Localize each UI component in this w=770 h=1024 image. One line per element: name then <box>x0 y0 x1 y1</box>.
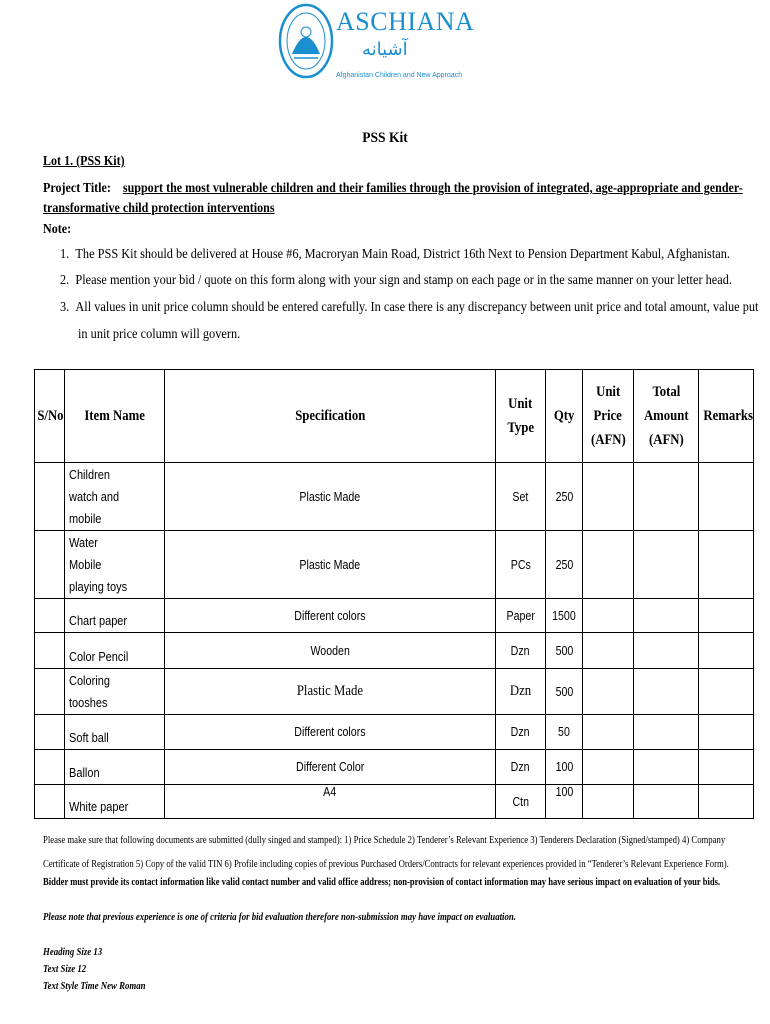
table-row <box>35 463 754 531</box>
pss-kit-table <box>34 369 754 819</box>
total-amount-input-cell[interactable] <box>634 599 699 633</box>
header-specification: Specification <box>165 370 496 463</box>
specification-cell: Different Color <box>165 750 496 785</box>
item-name-cell: Soft ball <box>65 715 165 750</box>
note-text: All values in unit price column should be entered carefully. In case there is any discrepancy between unit price and total amount, value put <box>75 300 759 315</box>
remarks-input-cell[interactable] <box>699 463 754 531</box>
remarks-input-cell[interactable] <box>699 785 754 819</box>
aschiana-seal-emblem <box>278 2 334 80</box>
note-label: Note: <box>43 222 72 237</box>
note-item-1 <box>60 243 730 267</box>
logo-script-text: آشیانه <box>362 39 408 60</box>
sno-cell[interactable] <box>35 750 65 785</box>
item-name-cell: Ballon <box>65 750 165 785</box>
header-item-name: Item Name <box>65 370 165 463</box>
project-title-line <box>43 179 743 198</box>
unit-type-cell: Dzn <box>496 669 546 715</box>
sno-cell[interactable] <box>35 531 65 599</box>
unit-price-input-cell[interactable] <box>583 715 634 750</box>
unit-type-cell: Paper <box>496 599 546 633</box>
unit-price-input-cell[interactable] <box>583 750 634 785</box>
footer-heading-size: Heading Size 13 <box>43 946 103 958</box>
total-amount-input-cell[interactable] <box>634 785 699 819</box>
table-row <box>35 599 754 633</box>
sno-cell[interactable] <box>35 785 65 819</box>
project-title-text: support the most vulnerable children and their families through the provision of integrated, age-appropriate and gender- <box>122 181 743 196</box>
remarks-input-cell[interactable] <box>699 531 754 599</box>
item-name-cell: Water Mobile playing toys <box>65 531 165 599</box>
header-unit-price: Unit Price (AFN) <box>583 370 634 463</box>
table-row <box>35 531 754 599</box>
sno-cell[interactable] <box>35 463 65 531</box>
table-row <box>35 715 754 750</box>
specification-cell: A4 <box>165 785 496 819</box>
qty-cell: 250 <box>546 531 583 599</box>
qty-cell: 1500 <box>546 599 583 633</box>
table-row <box>35 750 754 785</box>
table-row <box>35 669 754 715</box>
note-item-3 <box>60 296 758 320</box>
remarks-input-cell[interactable] <box>699 599 754 633</box>
specification-cell: Different colors <box>165 599 496 633</box>
footer-text-style: Text Style Time New Roman <box>43 980 146 992</box>
unit-price-input-cell[interactable] <box>583 599 634 633</box>
sno-cell[interactable] <box>35 669 65 715</box>
header-unit-type: Unit Type <box>496 370 546 463</box>
item-name-cell: White paper <box>65 785 165 819</box>
aschiana-logo <box>278 2 475 94</box>
footer-documents-line-2: Certificate of Registration 5) Copy of the valid TIN 6) Profile including copies of previous Purchased Orders/Contracts for relevant experiences provided in “Tenderer’s Relevant Experience Form). <box>43 858 729 870</box>
header-remarks: Remarks <box>699 370 754 463</box>
item-name-cell: Chart paper <box>65 599 165 633</box>
note-number: 1. <box>60 247 70 262</box>
sno-cell[interactable] <box>35 715 65 750</box>
unit-type-cell: Ctn <box>496 785 546 819</box>
note-item-3-continued: in unit price column will govern. <box>78 327 241 342</box>
remarks-input-cell[interactable] <box>699 750 754 785</box>
footer-documents-line-1: Please make sure that following documents are submitted (dully singed and stamped): 1) Price Schedule 2) Tenderer’s Relevant Experience 3) Tenderers Declaration (Signed/stamped) 4) Company <box>43 834 726 846</box>
header-sno: S/No <box>35 370 65 463</box>
remarks-input-cell[interactable] <box>699 669 754 715</box>
qty-cell: 500 <box>546 633 583 669</box>
unit-type-cell: Set <box>496 463 546 531</box>
note-number: 3. <box>60 300 70 315</box>
qty-cell: 100 <box>546 785 583 819</box>
total-amount-input-cell[interactable] <box>634 531 699 599</box>
qty-cell: 100 <box>546 750 583 785</box>
total-amount-input-cell[interactable] <box>634 750 699 785</box>
specification-cell: Wooden <box>165 633 496 669</box>
total-amount-input-cell[interactable] <box>634 715 699 750</box>
table-row <box>35 785 754 819</box>
total-amount-input-cell[interactable] <box>634 633 699 669</box>
remarks-input-cell[interactable] <box>699 715 754 750</box>
unit-price-input-cell[interactable] <box>583 785 634 819</box>
total-amount-input-cell[interactable] <box>634 669 699 715</box>
table-row <box>35 633 754 669</box>
footer-experience-note: Please note that previous experience is one of criteria for bid evaluation therefore non-submission may have impact on evaluation. <box>43 911 516 923</box>
logo-tagline: Afghanistan Children and New Approach <box>336 72 463 79</box>
remarks-input-cell[interactable] <box>699 633 754 669</box>
unit-price-input-cell[interactable] <box>583 669 634 715</box>
header-qty: Qty <box>546 370 583 463</box>
logo-name: ASCHIANA <box>336 7 475 36</box>
note-text: Please mention your bid / quote on this form along with your sign and stamp on each page or in the same manner on your letter head. <box>75 273 732 288</box>
footer-text-size: Text Size 12 <box>43 963 87 975</box>
project-title-text-continued: transformative child protection interventions <box>43 201 275 216</box>
unit-price-input-cell[interactable] <box>583 633 634 669</box>
note-item-2 <box>60 269 732 293</box>
unit-type-cell: Dzn <box>496 633 546 669</box>
specification-cell: Different colors <box>165 715 496 750</box>
note-number: 2. <box>60 273 70 288</box>
qty-cell: 250 <box>546 463 583 531</box>
note-text: The PSS Kit should be delivered at House #6, Macroryan Main Road, District 16th Next to Pension Department Kabul, Afghanistan. <box>75 247 730 262</box>
lot-heading: Lot 1. (PSS Kit) <box>43 154 125 169</box>
table-header-row <box>35 370 754 463</box>
total-amount-input-cell[interactable] <box>634 463 699 531</box>
unit-price-input-cell[interactable] <box>583 463 634 531</box>
sno-cell[interactable] <box>35 599 65 633</box>
header-total-amount: Total Amount (AFN) <box>634 370 699 463</box>
unit-price-input-cell[interactable] <box>583 531 634 599</box>
qty-cell: 500 <box>546 669 583 715</box>
qty-cell: 50 <box>546 715 583 750</box>
project-title-label: Project Title: <box>43 181 111 196</box>
unit-type-cell: PCs <box>496 531 546 599</box>
footer-contact-warning: Bidder must provide its contact information like valid contact number and valid office address; non-provision of contact information may have serious impact on evaluation of your bids. <box>43 876 721 888</box>
item-name-cell: Color Pencil <box>65 633 165 669</box>
specification-cell: Plastic Made <box>165 531 496 599</box>
unit-type-cell: Dzn <box>496 715 546 750</box>
specification-cell: Plastic Made <box>165 669 496 715</box>
item-name-cell: Children watch and mobile <box>65 463 165 531</box>
item-name-cell: Coloring tooshes <box>65 669 165 715</box>
sno-cell[interactable] <box>35 633 65 669</box>
document-title: PSS Kit <box>362 130 408 146</box>
specification-cell: Plastic Made <box>165 463 496 531</box>
unit-type-cell: Dzn <box>496 750 546 785</box>
